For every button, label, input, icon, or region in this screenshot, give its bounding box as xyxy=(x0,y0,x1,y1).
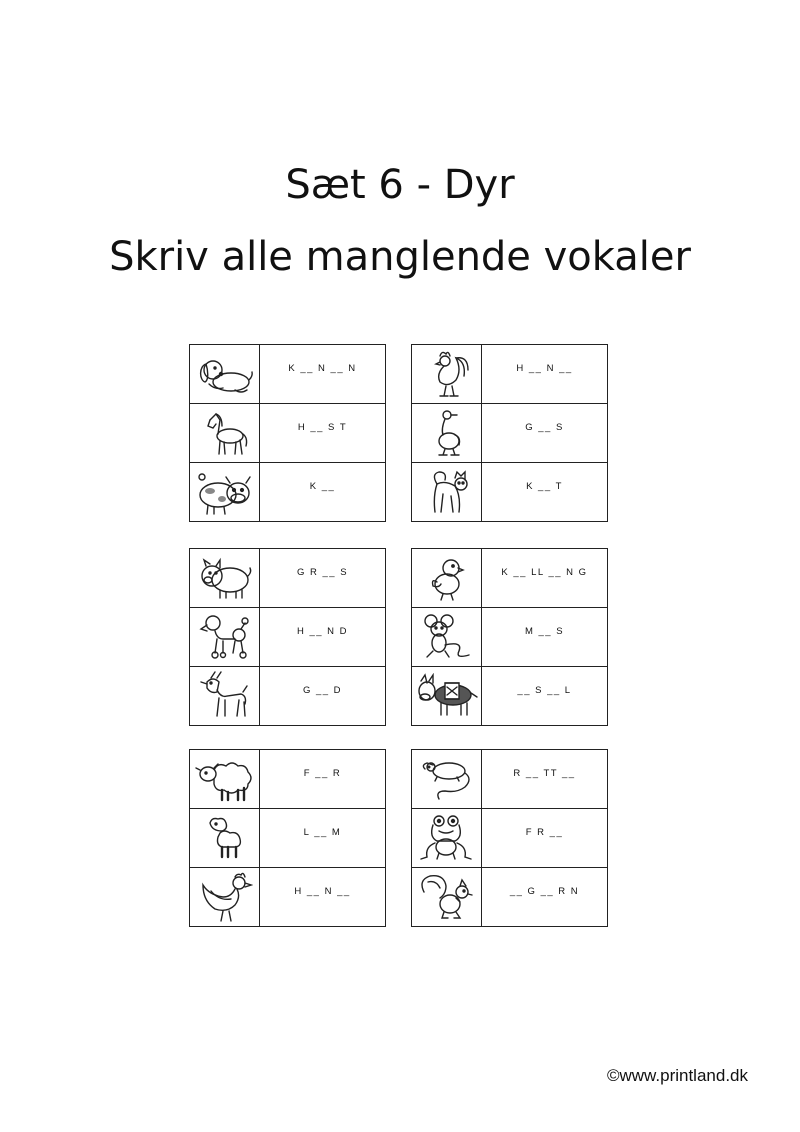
picture-cell xyxy=(412,608,482,667)
lamb-icon xyxy=(202,815,248,861)
goat-icon xyxy=(197,670,253,722)
picture-cell xyxy=(412,868,482,927)
picture-cell xyxy=(190,667,260,726)
worksheet-row xyxy=(412,463,608,522)
worksheet-row xyxy=(190,750,386,809)
word-cell: H __ S T xyxy=(260,404,386,463)
word-cell: H __ N __ xyxy=(482,345,608,404)
cow-icon xyxy=(194,467,256,517)
dog-icon xyxy=(195,350,255,398)
word-cell: G __ D xyxy=(260,667,386,726)
rooster-icon xyxy=(422,348,472,400)
worksheet-row xyxy=(190,868,386,927)
worksheet-row xyxy=(412,809,608,868)
word-cell: L __ M xyxy=(260,809,386,868)
worksheet-block xyxy=(411,548,608,726)
word-cell: F R __ xyxy=(482,809,608,868)
picture-cell xyxy=(190,345,260,404)
worksheet-row xyxy=(190,463,386,522)
frog-icon xyxy=(419,813,475,863)
worksheet-row xyxy=(412,608,608,667)
poodle-icon xyxy=(197,611,253,663)
goose-icon xyxy=(425,407,469,459)
horse-icon xyxy=(200,408,250,458)
picture-cell xyxy=(190,868,260,927)
worksheet-row xyxy=(412,345,608,404)
worksheet-row xyxy=(412,667,608,726)
page-title: Sæt 6 - Dyr xyxy=(285,162,515,208)
worksheet-block xyxy=(189,548,386,726)
word-cell: K __ N __ N xyxy=(260,345,386,404)
picture-cell xyxy=(412,404,482,463)
rat-icon xyxy=(417,755,477,803)
worksheet-row xyxy=(412,868,608,927)
picture-cell xyxy=(190,608,260,667)
picture-cell xyxy=(190,404,260,463)
worksheet-row xyxy=(190,809,386,868)
picture-cell xyxy=(412,667,482,726)
picture-cell xyxy=(190,809,260,868)
worksheet-row xyxy=(412,549,608,608)
picture-cell xyxy=(190,463,260,522)
worksheet-block xyxy=(189,344,386,522)
word-cell: G R __ S xyxy=(260,549,386,608)
donkey-icon xyxy=(415,673,479,719)
worksheet-row xyxy=(412,404,608,463)
copyright-footer: ©www.printland.dk xyxy=(606,1066,748,1085)
worksheet-row xyxy=(190,404,386,463)
worksheet-row xyxy=(190,549,386,608)
word-cell: M __ S xyxy=(482,608,608,667)
picture-cell xyxy=(412,463,482,522)
word-cell: H __ N D xyxy=(260,608,386,667)
mouse-icon xyxy=(419,611,475,663)
squirrel-icon xyxy=(416,872,478,922)
word-cell: __ S __ L xyxy=(482,667,608,726)
picture-cell xyxy=(412,345,482,404)
picture-cell xyxy=(412,549,482,608)
word-cell: H __ N __ xyxy=(260,868,386,927)
word-cell: K __ T xyxy=(482,463,608,522)
hen-icon xyxy=(197,871,253,923)
worksheet-row xyxy=(412,750,608,809)
picture-cell xyxy=(412,750,482,809)
sheep-icon xyxy=(194,756,256,802)
page-subtitle: Skriv alle manglende vokaler xyxy=(109,234,691,280)
worksheet-block xyxy=(411,344,608,522)
worksheet-row xyxy=(190,667,386,726)
picture-cell xyxy=(412,809,482,868)
word-cell: F __ R xyxy=(260,750,386,809)
worksheet-block xyxy=(189,749,386,927)
cat-icon xyxy=(421,466,473,518)
word-cell: K __ LL __ N G xyxy=(482,549,608,608)
picture-cell xyxy=(190,549,260,608)
worksheet-row xyxy=(190,345,386,404)
worksheet-row xyxy=(190,608,386,667)
word-cell: R __ TT __ xyxy=(482,750,608,809)
word-cell: __ G __ R N xyxy=(482,868,608,927)
word-cell: G __ S xyxy=(482,404,608,463)
worksheet-block xyxy=(411,749,608,927)
picture-cell xyxy=(190,750,260,809)
pig-icon xyxy=(194,554,256,602)
chick-icon xyxy=(425,554,469,602)
word-cell: K __ xyxy=(260,463,386,522)
